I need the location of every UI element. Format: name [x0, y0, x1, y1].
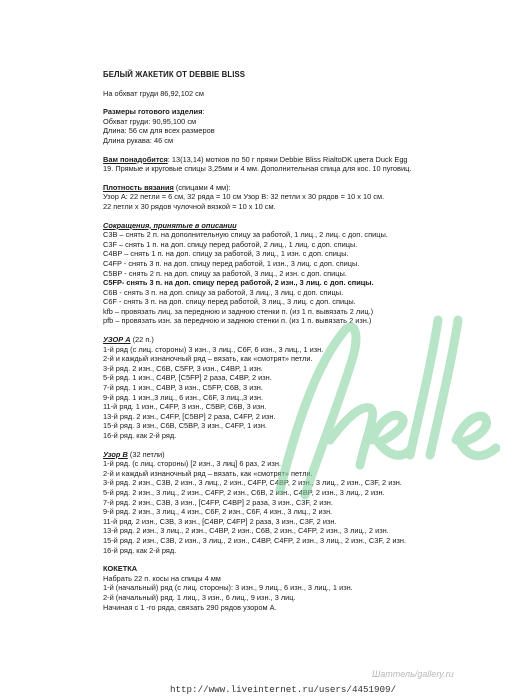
text-line: 1-й ряд. (с лиц. стороны) [2 изн., 3 лиц] 6 раз, 2 изн. — [103, 459, 281, 469]
text-line: Набрать 22 п. косы на спицы 4 мм — [103, 573, 221, 583]
text-line: 2-й и каждый изнаночный ряд – вязать, как «смотрят» петли. — [103, 468, 313, 478]
text-line: 11-й ряд. 1 изн., C4FP, 3 изн., C5BP, C6B, 3 изн. — [103, 402, 267, 412]
text-line: 7-й ряд. 1 изн., C4BP, 3 изн., C5FP, C6B, 3 изн. — [103, 383, 263, 393]
kokette-list — [103, 574, 513, 612]
gauge-list — [103, 192, 513, 211]
text-line: 3-й ряд. 2 изн., C6B, C5FP, 3 изн., C4BP, 1 изн. — [103, 363, 263, 373]
text-line: 9-й ряд. 2 изн., 3 лиц., 4 изн., C6F, 2 изн., C6F, 4 изн., 3 лиц., 2 изн. — [103, 507, 333, 517]
text-line: 9-й ряд. 1 изн.,3 лиц., 6 изн., C6F, 3 лиц.,3 изн. — [103, 392, 263, 402]
footer-site-mark: Шаттель/gallery.ru — [372, 669, 454, 679]
text-line: C4BP – снять 1 п. на доп. спицу за работой, 3 лиц., 1 изн. с доп. спицы. — [103, 249, 349, 259]
text-line: 3-й ряд. 2 изн., C3B, 2 изн., 3 лиц., 2 изн., C4FP, C4BP, 2 изн., 3 лиц., 2 изн., C3F, 2 изн. — [103, 478, 402, 488]
text-line: Обхват груди: 90,95,100 см — [103, 116, 197, 126]
footer-url[interactable]: http://www.liveinternet.ru/users/4451909/ — [170, 684, 397, 695]
text-line: kfb – провязать лиц. за переднюю и заднюю стенки п. (из 1 п. вывязать 2 лиц.) — [103, 306, 374, 316]
text-line: 13-й ряд. 2 изн., 3 лиц., 2 изн., C4BP, 2 изн., C6B, 2 изн., C4FP, 2 изн., 3 лиц., 2 изн. — [103, 526, 389, 536]
text-line: Узор А: 22 петли = 6 см, 32 ряда = 10 см Узор В: 32 петли х 30 рядов = 10 х 10 см. — [103, 192, 385, 202]
text-line: C5FP- снять 3 п. на доп. спицу перед работой, 2 изн., 3 лиц. с доп. спицы. — [103, 278, 374, 288]
text-line: C6F - снять 3 п. на доп. спицу перед работой, 3 лиц., 3 лиц. с доп. спицы. — [103, 297, 356, 307]
text-line: 2-й (начальный) ряд. 1 лиц., 3 изн., 6 лиц., 9 изн., 3 лиц. — [103, 592, 296, 602]
text-line: 1-й ряд (с лиц. стороны) 3 изн., 3 лиц., C6F, 6 изн., 3 лиц., 1 изн. — [103, 344, 324, 354]
text-line: 15-й ряд. 3 изн., C6B, C5BP, 3 изн., C4FP, 1 изн. — [103, 421, 267, 431]
document-title: БЕЛЫЙ ЖАКЕТИК ОТ DEBBIE BLISS — [103, 70, 246, 79]
text-line: 5-й ряд. 2 изн., 3 лиц., 2 изн., C4FP, 2 изн., C6B, 2 изн., C4BP, 2 изн., 3 лиц., 2 изн. — [103, 487, 385, 497]
bust-size: На обхват груди 86,92,102 см — [103, 88, 204, 98]
text-line: pfb – провязать изн. за переднюю и заднюю стенки п. (из 1 п. вывязать 2 изн.) — [103, 316, 372, 326]
text-line: 1-й (начальный) ряд (с лиц. стороны): 3 изн., 9 лиц., 6 изн., 3 лиц., 1 изн. — [103, 583, 353, 593]
text-line: C5BP - снять 2 п. на доп. спицу за работой, 3 лиц., 2 изн. с доп. спицы. — [103, 268, 347, 278]
text-line: 22 петли х 30 рядов чулочной вязкой = 10 х 10 см. — [103, 201, 276, 211]
text-line: Длина рукава: 46 см — [103, 135, 174, 145]
text-line: Длина: 56 см для всех размеров — [103, 126, 215, 136]
pattern-a-heading: УЗОР А (22 п.) — [103, 335, 154, 345]
pattern-b-list — [103, 459, 513, 555]
text-line: 15-й ряд. 2 изн., C3B, 2 изн., 3 лиц., 2 изн., C4BP, C4FP, 2 изн., 3 лиц., 2 изн., C3F, 2 изн. — [103, 535, 406, 545]
sizes-heading: Размеры готового изделия: — [103, 107, 205, 117]
sizes-list — [103, 117, 513, 146]
abbrev-list — [103, 230, 513, 326]
abbrev-heading: Сокращения, принятые в описании — [103, 220, 237, 230]
gauge-heading: Плотность вязания (спицами 4 мм): — [103, 182, 231, 192]
materials-line-2: 19. Прямые и круговые спицы 3,25мм и 4 мм. Дополнительная спица для кос. 10 пуговиц. — [103, 164, 412, 174]
text-line: 5-й ряд. 1 изн., C4BP, [C5FP] 2 раза, C4BP, 2 изн. — [103, 373, 272, 383]
text-line: C6B - снять 3 п. на доп. спицу за работой, 3 лиц., 3 лиц. с доп. спицы. — [103, 287, 344, 297]
text-line: 16-й ряд. как 2-й ряд. — [103, 545, 177, 555]
materials-line: Вам понадобится: 13(13,14) мотков по 50 г пряжи Debbie Bliss RialtoDK цвета Duck Egg — [103, 154, 408, 164]
text-line: 7-й ряд. 2 изн., C3B, 3 изн., [C4FP, C4BP] 2 раза, 3 изн., C3F, 2 изн. — [103, 497, 333, 507]
text-line: 2-й и каждый изнаночный ряд – вязать, как «смотрят» петли. — [103, 354, 313, 364]
pattern-b-heading: Узор В (32 петли) — [103, 449, 165, 459]
text-line: 13-й ряд. 2 изн., C4FP, [C5BP] 2 раза, C4FP, 2 изн. — [103, 411, 276, 421]
text-line: C4FP - снять 3 п. на доп. спицу перед работой, 1 изн., 3 лиц. с доп. спицы. — [103, 258, 360, 268]
text-line: C3B – снять 2 п. на дополнительную спицу за работой, 1 лиц., 2 лиц. с доп. спицы. — [103, 230, 388, 240]
text-line: C3F – снять 1 п. на доп. спицу перед работой, 2 лиц., 1 лиц. с доп. спицы. — [103, 239, 358, 249]
text-line: Начиная с 1 -го ряда, связать 290 рядов узором А. — [103, 602, 277, 612]
document-body — [103, 70, 513, 612]
text-line: 11-й ряд. 2 изн., C3B, 3 изн., [C4BP, C4FP] 2 раза, 3 изн., C3F, 2 изн. — [103, 516, 337, 526]
text-line: 16-й ряд. как 2-й ряд. — [103, 431, 177, 440]
kokette-heading: КОКЕТКА — [103, 564, 138, 574]
pattern-a-list — [103, 345, 513, 441]
